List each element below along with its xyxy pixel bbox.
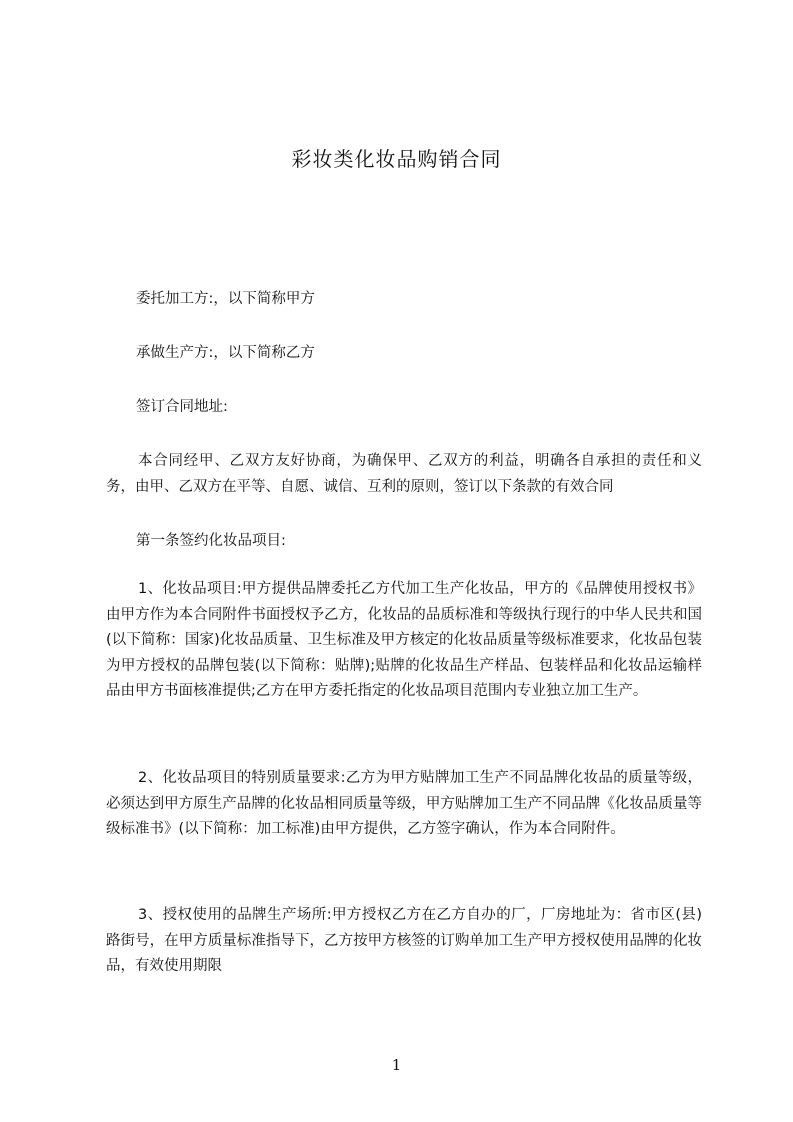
clause-1-paragraph: 1、化妆品项目:甲方提供品牌委托乙方代加工生产化妆品，甲方的《品牌使用授权书》由甲方作为本合同附件书面授权予乙方，化妆品的品质标准和等级执行现行的中华人民共和国(以下简称：国家)化妆品质量、卫生标准及甲方核定的化妆品质量等级标准要求，化妆品包装为甲方授权的品牌包装(以下简称：贴牌);贴牌的化妆品生产样品、包装样品和化妆品运输样品由甲方书面核准提供;乙方在甲方委托指定的化妆品项目范围内专业独立加工生产。: [106, 581, 702, 700]
intro-paragraph: 本合同经甲、乙双方友好协商，为确保甲、乙双方的利益，明确各自承担的责任和义务，由甲、乙双方在平等、自愿、诚信、互利的原则，签订以下条款的有效合同: [106, 453, 702, 495]
page-number: 1: [391, 1056, 402, 1074]
article-1-heading: 第一条签约化妆品项目:: [136, 533, 286, 549]
clause-3-paragraph: 3、授权使用的品牌生产场所:甲方授权乙方在乙方自办的厂，厂房地址为：省市区(县) 路街号，在甲方质量标准指导下，乙方按甲方核签的订购单加工生产甲方授权使用品牌的化妆品，有效使用期限: [106, 907, 702, 975]
party-a-line: 委托加工方:，以下简称甲方: [136, 291, 315, 307]
document-title: 彩妆类化妆品购销合同: [291, 147, 502, 171]
sign-address-line: 签订合同地址:: [136, 399, 228, 415]
party-b-line: 承做生产方:，以下简称乙方: [136, 345, 315, 361]
clause-2-paragraph: 2、化妆品项目的特别质量要求:乙方为甲方贴牌加工生产不同品牌化妆品的质量等级，必须达到甲方原生产品牌的化妆品相同质量等级，甲方贴牌加工生产不同品牌《化妆品质量等级标准书》(以下简称：加工标准)由甲方提供，乙方签字确认，作为本合同附件。: [106, 770, 702, 838]
